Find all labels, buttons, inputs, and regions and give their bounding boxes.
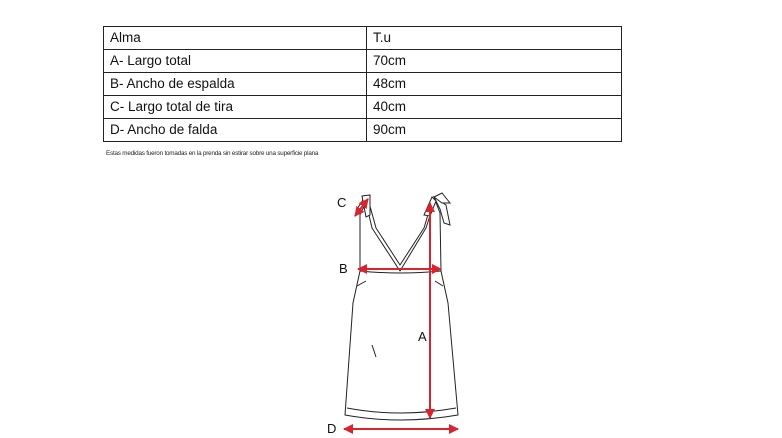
measurement-note: Estas medidas fueron tomadas en la prenda sin estirar sobre una superficie plana — [106, 150, 319, 157]
row-label: B- Ancho de espalda — [104, 73, 367, 96]
measurement-lines — [344, 199, 458, 429]
row-value: 40cm — [367, 96, 622, 119]
label-a: A — [418, 329, 427, 344]
table-row — [104, 73, 622, 96]
row-label: A- Largo total — [104, 50, 367, 73]
row-label: C- Largo total de tira — [104, 96, 367, 119]
table-header-row — [104, 27, 622, 50]
table-row — [104, 96, 622, 119]
header-size: T.u — [367, 27, 622, 50]
row-label: D- Ancho de falda — [104, 119, 367, 142]
row-value: 70cm — [367, 50, 622, 73]
row-value: 90cm — [367, 119, 622, 142]
table-row — [104, 119, 622, 142]
label-c: C — [337, 195, 347, 210]
header-garment-name: Alma — [104, 27, 367, 50]
label-b: B — [339, 261, 348, 276]
dress-outline — [345, 198, 458, 420]
label-d: D — [327, 421, 337, 436]
dress-diagram — [320, 185, 470, 438]
size-table — [103, 26, 622, 142]
table-row — [104, 50, 622, 73]
row-value: 48cm — [367, 73, 622, 96]
